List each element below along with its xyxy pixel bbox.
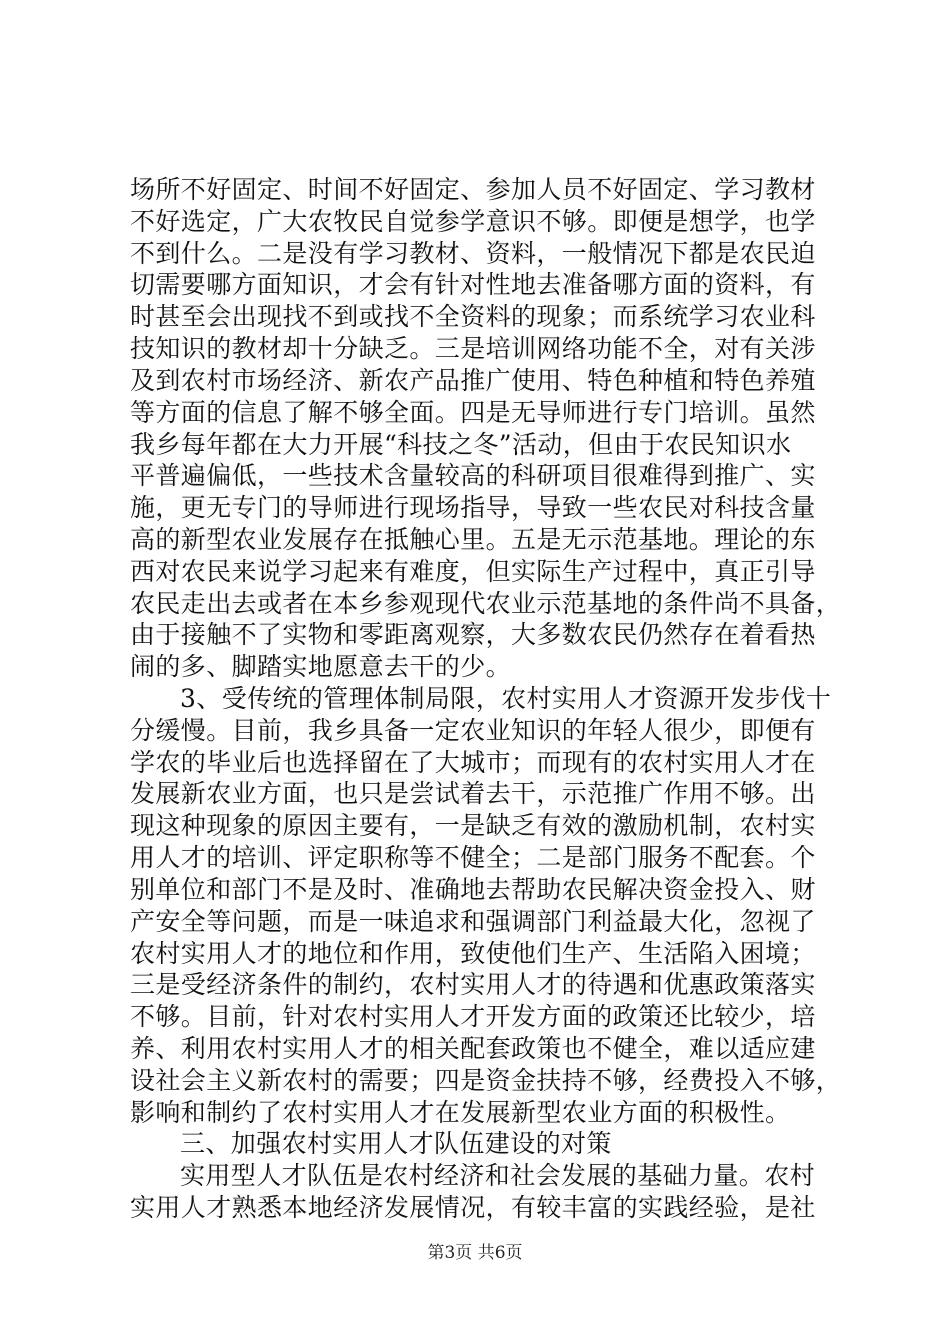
text-line: 影响和制约了农村实用人才在发展新型农业方面的积极性。 bbox=[130, 1098, 791, 1127]
text-line: 分缓慢。目前，我乡具备一定农业知识的年轻人很少，即便有 bbox=[130, 716, 816, 745]
text-line: 时甚至会出现找不到或找不全资料的现象；而系统学习农业科 bbox=[130, 302, 816, 331]
text-line: 产安全等问题，而是一味追求和强调部门利益最大化，忽视了 bbox=[130, 907, 816, 936]
text-line: 用人才的培训、评定职称等不健全；二是部门服务不配套。个 bbox=[130, 843, 816, 872]
text-line: 平普遍偏低，一些技术含量较高的科研项目很难得到推广、实 bbox=[130, 461, 816, 490]
text-line: 场所不好固定、时间不好固定、参加人员不好固定、学习教材 bbox=[130, 175, 816, 204]
text-line: 等方面的信息了解不够全面。四是无导师进行专门培训。虽然 bbox=[130, 398, 816, 427]
text-line: 技知识的教材却十分缺乏。三是培训网络功能不全，对有关涉 bbox=[130, 334, 816, 363]
text-line: 我乡每年都在大力开展“科技之冬”活动，但由于农民知识水 bbox=[130, 430, 792, 459]
page-footer: 第3页 共6页 bbox=[427, 1243, 523, 1263]
text-line: 闹的多、脚踏实地愿意去干的少。 bbox=[130, 652, 512, 681]
text-line: 高的新型农业发展存在抵触心里。五是无示范基地。理论的东 bbox=[130, 525, 816, 554]
paragraph-start-line: 实用型人才队伍是农村经济和社会发展的基础力量。农村 bbox=[180, 1161, 816, 1190]
text-line: 不够。目前，针对农村实用人才开发方面的政策还比较少，培 bbox=[130, 1002, 816, 1031]
text-line: 切需要哪方面知识，才会有针对性地去准备哪方面的资料，有 bbox=[130, 270, 816, 299]
text-line: 不到什么。二是没有学习教材、资料，一般情况下都是农民迫 bbox=[130, 239, 816, 268]
section-heading: 三、加强农村实用人才队伍建设的对策 bbox=[180, 1129, 612, 1158]
paragraph-start-line: 3、受传统的管理体制局限，农村实用人才资源开发步伐十 bbox=[180, 684, 832, 713]
text-line: 实用人才熟悉本地经济发展情况，有较丰富的实践经验，是社 bbox=[130, 1193, 816, 1222]
text-line: 设社会主义新农村的需要；四是资金扶持不够，经费投入不够， bbox=[130, 1066, 842, 1095]
text-line: 由于接触不了实物和零距离观察，大多数农民仍然存在着看热 bbox=[130, 620, 816, 649]
text-line: 学农的毕业后也选择留在了大城市；而现有的农村实用人才在 bbox=[130, 748, 816, 777]
text-line: 现这种现象的原因主要有，一是缺乏有效的激励机制，农村实 bbox=[130, 811, 816, 840]
text-line: 农民走出去或者在本乡参观现代农业示范基地的条件尚不具备， bbox=[130, 589, 842, 618]
text-line: 养、利用农村实用人才的相关配套政策也不健全，难以适应建 bbox=[130, 1034, 816, 1063]
text-line: 发展新农业方面，也只是尝试着去干，示范推广作用不够。出 bbox=[130, 779, 816, 808]
text-line: 三是受经济条件的制约，农村实用人才的待遇和优惠政策落实 bbox=[130, 970, 816, 999]
text-line: 施，更无专门的导师进行现场指导，导致一些农民对科技含量 bbox=[130, 493, 816, 522]
text-line: 别单位和部门不是及时、准确地去帮助农民解决资金投入、财 bbox=[130, 875, 816, 904]
text-line: 西对农民来说学习起来有难度，但实际生产过程中，真正引导 bbox=[130, 557, 816, 586]
text-line: 农村实用人才的地位和作用，致使他们生产、生活陷入困境； bbox=[130, 939, 816, 968]
text-line: 及到农村市场经济、新农产品推广使用、特色种植和特色养殖 bbox=[130, 366, 816, 395]
text-line: 不好选定，广大农牧民自觉参学意识不够。即便是想学，也学 bbox=[130, 207, 816, 236]
